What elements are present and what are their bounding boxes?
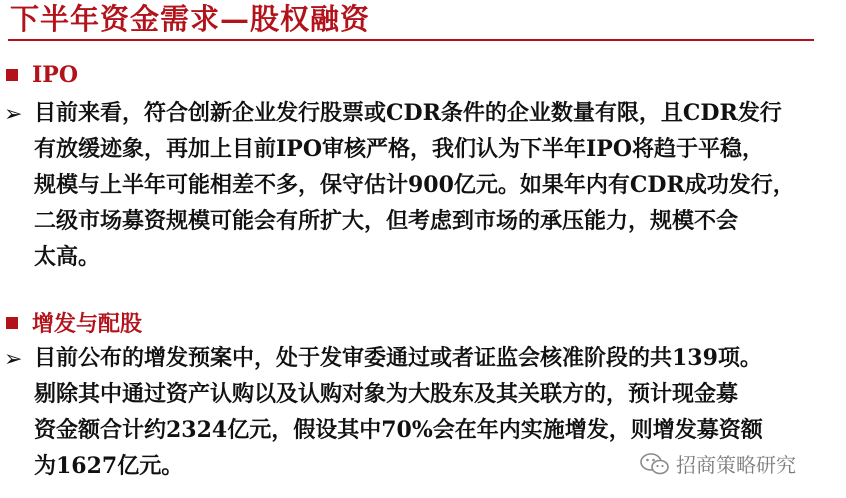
title-divider: [8, 39, 814, 41]
paragraph-line: 剔除其中通过资产认购以及认购对象为大股东及其关联方的，预计现金募: [34, 381, 739, 407]
paragraph-line: 太高。: [34, 244, 101, 270]
page-title: 下半年资金需求—股权融资: [10, 2, 371, 36]
paragraph-line: 规模与上半年可能相差不多，保守估计900亿元。如果年内有CDR成功发行，: [34, 172, 795, 198]
paragraph-line: 目前公布的增发预案中，处于发审委通过或者证监会核准阶段的共139项。: [34, 345, 762, 371]
arrow-bullet-icon: ➢: [4, 347, 23, 372]
paragraph-line: 二级市场募资规模可能会有所扩大，但考虑到市场的承压能力，规模不会: [34, 208, 739, 234]
paragraph-line: 资金额合计约2324亿元，假设其中70%会在年内实施增发，则增发募资额: [34, 417, 763, 443]
paragraph-line: 目前来看，符合创新企业发行股票或CDR条件的企业数量有限，且CDR发行: [34, 100, 782, 126]
square-bullet-icon: [6, 317, 18, 329]
square-bullet-icon: [6, 69, 18, 81]
section-heading-ipo: [6, 62, 78, 88]
paragraph-line: 有放缓迹象，再加上目前IPO审核严格，我们认为下半年IPO将趋于平稳，: [34, 136, 764, 162]
section-heading-label: IPO: [32, 62, 78, 88]
paragraph-line: 为1627亿元。: [34, 453, 184, 479]
section-heading-label: 增发与配股: [32, 311, 143, 337]
watermark: [640, 449, 796, 478]
arrow-bullet-icon: ➢: [4, 102, 23, 127]
bullet-paragraph-ipo: [4, 95, 834, 275]
wechat-icon: [640, 452, 670, 476]
watermark-text: 招商策略研究: [676, 453, 796, 477]
section-heading-secondary-offering: [6, 307, 142, 338]
